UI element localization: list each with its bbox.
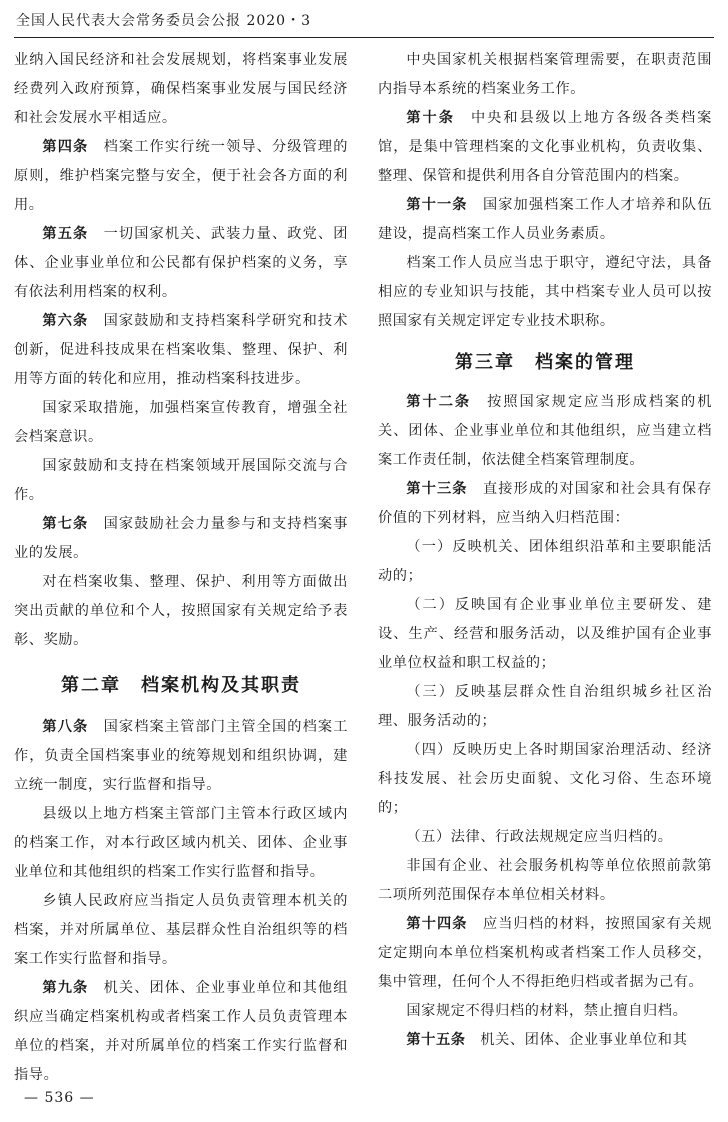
- article-number: 第十条: [406, 110, 455, 126]
- paragraph: 业纳入国民经济和社会发展规划，将档案事业发展经费列入政府预算，确保档案事业发展与国民经济和社会发展水平相适应。: [14, 52, 348, 126]
- article-6: 第六条 国家鼓励和支持档案科学研究和技术创新，促进科技成果在档案收集、整理、保护、利用等方面的转化和应用，推动档案科技进步。: [14, 313, 348, 387]
- list-item: （一）反映机关、团体组织沿革和主要职能活动的；: [378, 539, 712, 584]
- chapter-3-title: 第三章 档案的管理: [455, 352, 635, 373]
- paragraph: 县级以上地方档案主管部门主管本行政区域内的档案工作，对本行政区域内机关、团体、企业事业单位和其他组织的档案工作实行监督和指导。: [14, 806, 348, 880]
- article-8: 第八条 国家档案主管部门主管全国的档案工作，负责全国档案事业的统筹规划和组织协调，建立统一制度，实行监督和指导。: [14, 719, 348, 793]
- article-number: 第十一条: [406, 197, 468, 213]
- article-number: 第十二条: [406, 394, 472, 410]
- article-number: 第四条: [42, 139, 89, 155]
- paragraph: 档案工作人员应当忠于职守，遵纪守法，具备相应的专业知识与技能，其中档案专业人员可以按照国家有关规定评定专业技术职称。: [378, 255, 712, 329]
- article-4: 第四条 档案工作实行统一领导、分级管理的原则，维护档案完整与安全，便于社会各方面的利用。: [14, 139, 348, 213]
- paragraph: 国家采取措施，加强档案宣传教育，增强全社会档案意识。: [14, 400, 348, 445]
- article-11: 第十一条 国家加强档案工作人才培养和队伍建设，提高档案工作人员业务素质。: [378, 197, 712, 242]
- list-item: （四）反映历史上各时期国家治理活动、经济科技发展、社会历史面貌、文化习俗、生态环境的；: [378, 742, 712, 816]
- article-number: 第十五条: [406, 1032, 466, 1048]
- article-number: 第五条: [42, 226, 89, 242]
- paragraph: 乡镇人民政府应当指定人员负责管理本机关的档案，并对所属单位、基层群众性自治组织等的档案工作实行监督和指导。: [14, 893, 348, 967]
- paragraph: 对在档案收集、整理、保护、利用等方面做出突出贡献的单位和个人，按照国家有关规定给予表彰、奖励。: [14, 574, 348, 648]
- list-item: （三）反映基层群众性自治组织城乡社区治理、服务活动的；: [378, 684, 712, 729]
- article-number: 第六条: [42, 313, 89, 329]
- chapter-2-title: 第二章 档案机构及其职责: [61, 675, 301, 696]
- list-item: （五）法律、行政法规规定应当归档的。: [406, 829, 673, 845]
- article-number: 第七条: [42, 516, 89, 532]
- right-column: [378, 46, 712, 1055]
- paragraph: 国家规定不得归档的材料，禁止擅自归档。: [406, 1003, 688, 1019]
- page-number: — 536 —: [24, 1090, 95, 1106]
- left-column: [14, 46, 348, 1090]
- paragraph: 非国有企业、社会服务机构等单位依照前款第二项所列范围保存本单位相关材料。: [378, 858, 712, 903]
- article-14: 第十四条 应当归档的材料，按照国家有关规定定期向本单位档案机构或者档案工作人员移交，集中管理，任何个人不得拒绝归档或者据为己有。: [378, 916, 712, 990]
- header-rule: [14, 37, 714, 38]
- paragraph: 国家鼓励和支持在档案领域开展国际交流与合作。: [14, 458, 348, 503]
- article-number: 第十四条: [406, 916, 468, 932]
- article-number: 第八条: [42, 719, 89, 735]
- article-number: 第十三条: [406, 481, 468, 497]
- article-13: 第十三条 直接形成的对国家和社会具有保存价值的下列材料，应当纳入归档范围：: [378, 481, 712, 526]
- article-10: 第十条 中央和县级以上地方各级各类档案馆，是集中管理档案的文化事业机构，负责收集、整理、保管和提供利用各自分管范围内的档案。: [378, 110, 712, 184]
- article-15: 第十五条 机关、团体、企业事业单位和其: [406, 1032, 688, 1048]
- article-number: 第九条: [42, 980, 89, 996]
- paragraph: 中央国家机关根据档案管理需要，在职责范围内指导本系统的档案业务工作。: [378, 52, 712, 97]
- list-item: （二）反映国有企业事业单位主要研发、建设、生产、经营和服务活动，以及维护国有企业事业单位权益和职工权益的；: [378, 597, 712, 671]
- journal-header: 全国人民代表大会常务委员会公报 2020・3: [16, 13, 311, 29]
- article-7: 第七条 国家鼓励社会力量参与和支持档案事业的发展。: [14, 516, 348, 561]
- article-9: 第九条 机关、团体、企业事业单位和其他组织应当确定档案机构或者档案工作人员负责管理本单位的档案，并对所属单位的档案工作实行监督和指导。: [14, 980, 348, 1083]
- article-12: 第十二条 按照国家规定应当形成档案的机关、团体、企业事业单位和其他组织，应当建立档案工作责任制，依法健全档案管理制度。: [378, 394, 712, 468]
- article-5: 第五条 一切国家机关、武装力量、政党、团体、企业事业单位和公民都有保护档案的义务，享有依法利用档案的权利。: [14, 226, 348, 300]
